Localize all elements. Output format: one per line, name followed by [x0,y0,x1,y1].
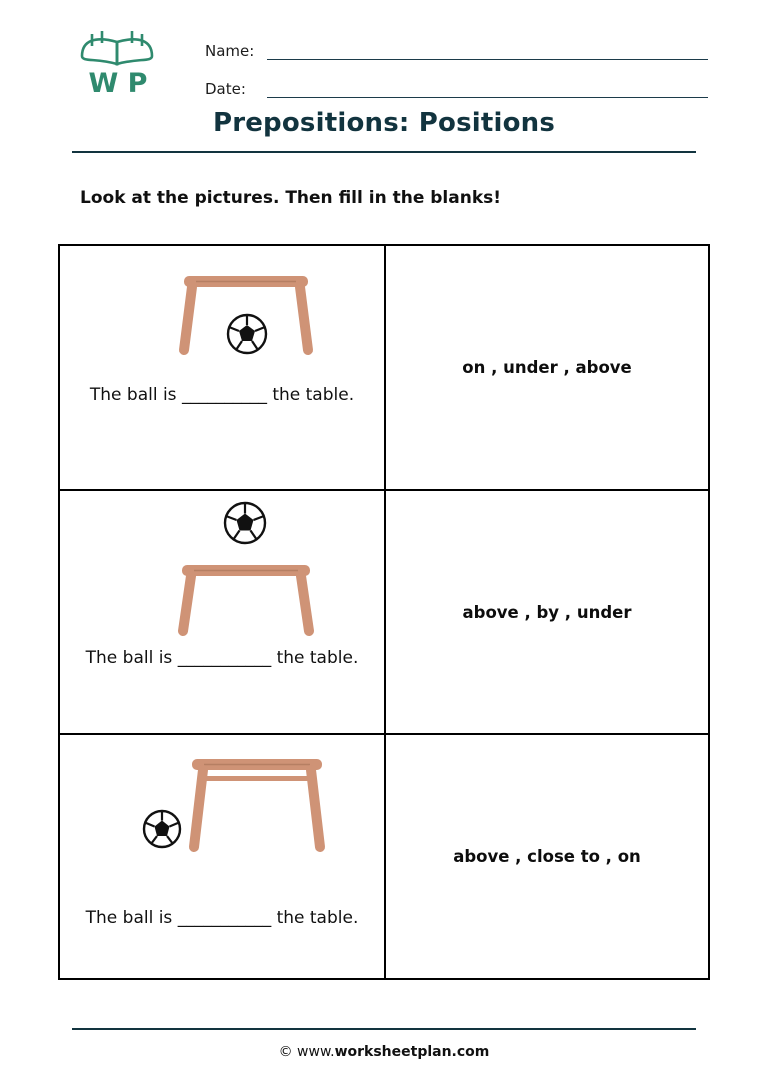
options-list-1: on , under , above [462,357,632,377]
table-row [60,735,708,978]
question-illustration-cell-2 [60,491,386,734]
instructions-text: Look at the pictures. Then fill in the blanks! [80,188,502,208]
question-options-cell-1 [386,246,708,489]
title-block [72,108,696,153]
illustration-ball-above-table [72,497,372,637]
date-field-row [205,68,708,98]
question-options-cell-2 [386,491,708,734]
question-sentence-1: The ball is __________ the table. [89,385,355,405]
name-field-row [205,30,708,60]
questions-table [58,244,710,980]
footer-site: worksheetplan.com [334,1044,490,1060]
footer-divider [72,1028,696,1030]
date-input-line[interactable] [267,80,708,98]
question-sentence-2: The ball is ___________ the table. [85,647,359,668]
header [60,20,708,100]
name-input-line[interactable] [267,42,708,60]
question-illustration-cell-3 [60,735,386,978]
page-title: Prepositions: Positions [212,108,556,138]
name-date-fields [205,30,708,106]
footer-credit [72,1044,696,1060]
footer-copyright: © www. [278,1044,335,1060]
illustration-ball-beside-table [72,749,372,879]
date-label: Date: [205,80,246,98]
title-divider [72,151,696,153]
logo-letters: W P [88,68,148,99]
footer [72,1028,696,1060]
question-sentence-3: The ball is ___________ the table. [85,908,359,929]
table-row [60,246,708,491]
illustration-ball-under-table [72,258,372,376]
question-illustration-cell-1 [60,246,386,489]
options-list-2: above , by , under [462,602,632,622]
table-row [60,491,708,736]
options-list-3: above , close to , on [453,847,641,867]
logo-worksheetplan [72,26,164,102]
name-label: Name: [205,42,255,60]
question-options-cell-3 [386,735,708,978]
